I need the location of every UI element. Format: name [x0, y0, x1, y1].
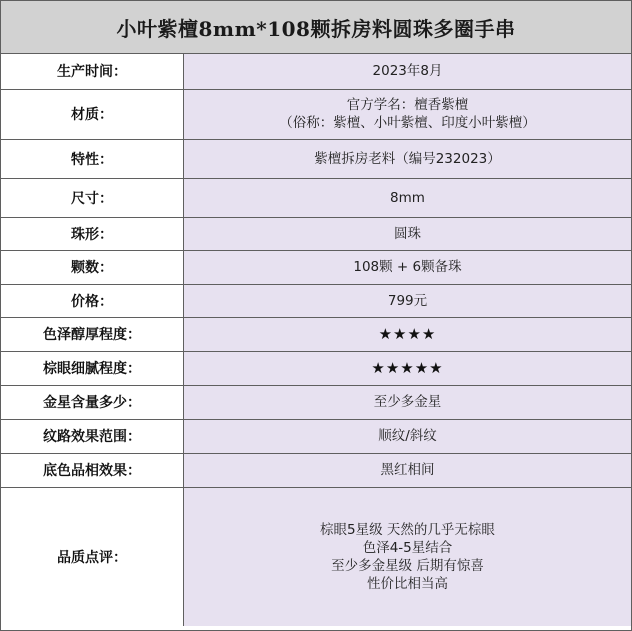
row-value: 2023年8月	[184, 54, 632, 89]
table-row	[1, 385, 631, 419]
row-label: 色泽醇厚程度：	[1, 317, 184, 351]
table-row	[1, 453, 631, 487]
row-label: 珠形：	[1, 217, 184, 250]
row-value: 官方学名：檀香紫檀 （俗称：紫檀、小叶紫檀、印度小叶紫檀）	[184, 89, 632, 139]
row-label: 尺寸：	[1, 178, 184, 217]
row-value: 至少多金星	[184, 385, 632, 419]
table-row	[1, 317, 631, 351]
table-row	[1, 419, 631, 453]
table-row	[1, 351, 631, 385]
row-label: 材质：	[1, 89, 184, 139]
table-row	[1, 178, 631, 217]
row-label: 纹路效果范围：	[1, 419, 184, 453]
row-label: 品质点评：	[1, 487, 184, 626]
row-label: 价格：	[1, 284, 184, 317]
row-value: 顺纹/斜纹	[184, 419, 632, 453]
rating-stars	[184, 351, 632, 385]
table-row	[1, 139, 631, 178]
row-label: 棕眼细腻程度：	[1, 351, 184, 385]
quality-review: 棕眼5星级 天然的几乎无棕眼 色泽4-5星结合 至少多金星级 后期有惊喜 性价比相当高	[184, 487, 632, 626]
row-value: 紫檀拆房老料（编号232023）	[184, 139, 632, 178]
rating-stars	[184, 317, 632, 351]
table-row	[1, 250, 631, 284]
row-value: 黑红相间	[184, 453, 632, 487]
row-label: 生产时间：	[1, 54, 184, 89]
row-value: 8mm	[184, 178, 632, 217]
row-label: 颗数：	[1, 250, 184, 284]
row-label: 特性：	[1, 139, 184, 178]
star-rating-icon: ★★★★★	[371, 359, 444, 377]
spec-table	[1, 54, 631, 626]
star-rating-icon: ★★★★	[378, 325, 437, 343]
row-label: 底色品相效果：	[1, 453, 184, 487]
table-row	[1, 284, 631, 317]
table-row	[1, 217, 631, 250]
row-value: 圆珠	[184, 217, 632, 250]
table-row	[1, 89, 631, 139]
sheet-title: 小叶紫檀8mm*108颗拆房料圆珠多圈手串	[1, 1, 631, 54]
row-label: 金星含量多少：	[1, 385, 184, 419]
row-value: 799元	[184, 284, 632, 317]
table-row	[1, 487, 631, 626]
table-row	[1, 54, 631, 89]
row-value: 108颗 + 6颗备珠	[184, 250, 632, 284]
